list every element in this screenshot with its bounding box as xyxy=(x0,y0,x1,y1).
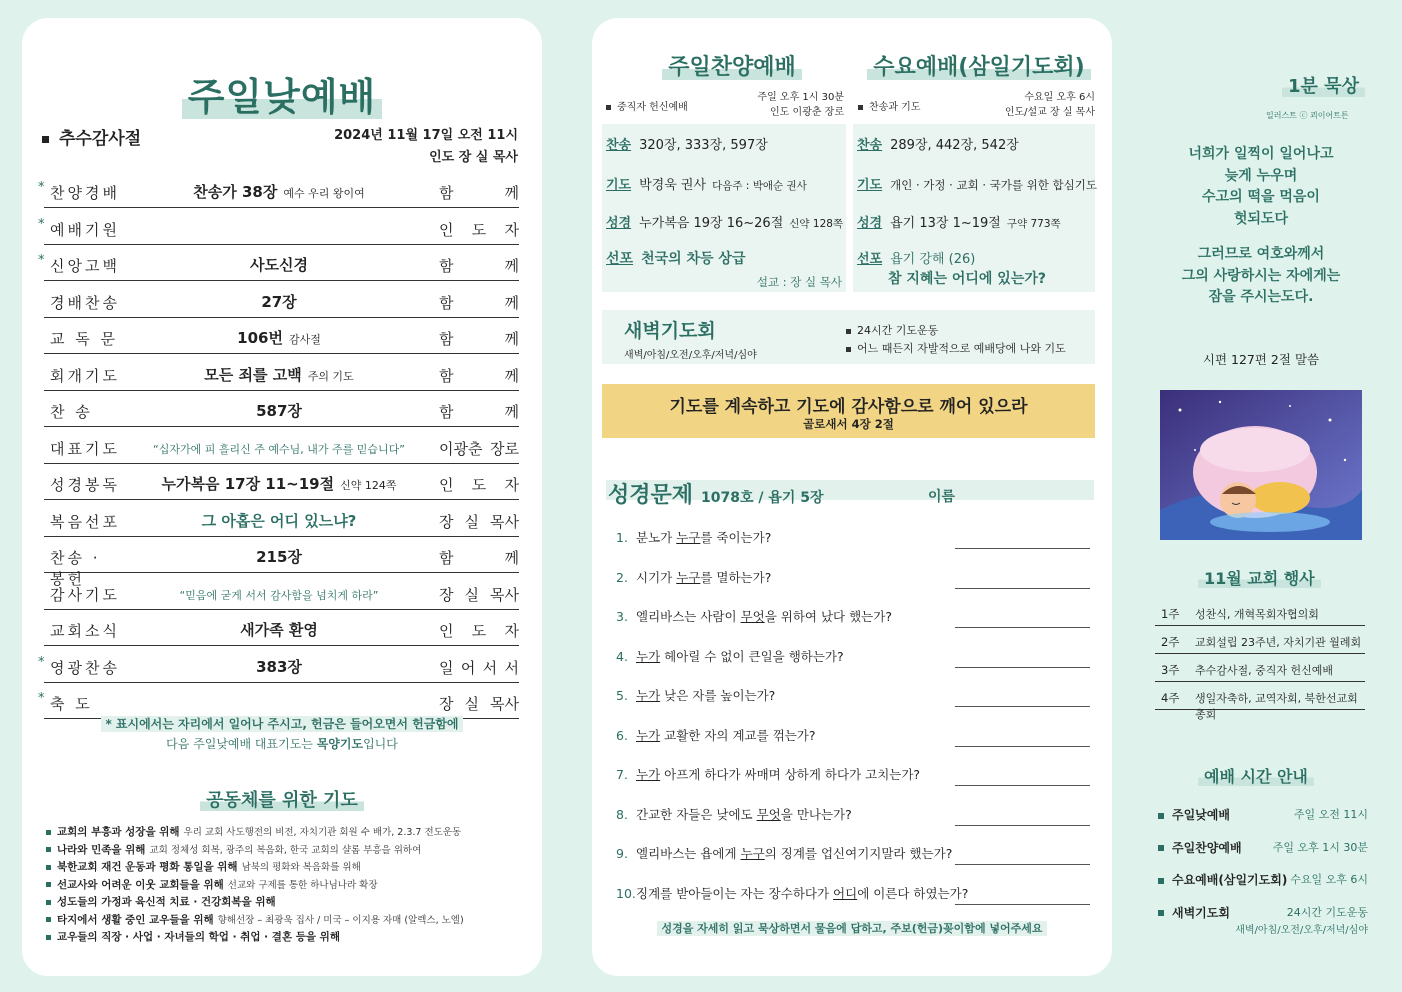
order-row xyxy=(44,432,519,464)
order-person: 함 께 xyxy=(439,184,519,202)
answer-line[interactable] xyxy=(955,667,1090,668)
illustration-credit: 일러스트 ⓒ 쾨이어트튼 xyxy=(1266,111,1349,120)
order-row xyxy=(44,468,519,500)
order-name: 대표기도 xyxy=(50,439,120,458)
quiz-text: 시기가 누구를 멸하는가? xyxy=(636,569,772,585)
order-person: 인 도 자 xyxy=(439,220,519,239)
order-row xyxy=(44,359,519,391)
prayer-item xyxy=(46,912,464,930)
verse-line: 늦게 누우며 xyxy=(1224,167,1298,184)
order-content xyxy=(144,254,414,275)
verse-line: 잠을 주시는도다. xyxy=(1208,289,1314,305)
verse-line: 너희가 일찍이 일어나고 xyxy=(1188,146,1334,162)
order-row xyxy=(38,651,519,683)
quiz-number: 6. xyxy=(616,727,628,743)
order-main: 그 아홉은 어디 있느냐? xyxy=(201,511,357,530)
order-main: 106번 xyxy=(237,329,283,347)
order-name: 교 독 문 xyxy=(50,330,119,348)
star-mark: * xyxy=(38,691,45,706)
wed-bible: 욥기 13장 1~19절 xyxy=(890,216,1001,231)
order-content xyxy=(144,510,414,531)
order-sub: 예수 우리 왕이여 xyxy=(283,187,365,200)
time-value: 주일 오전 11시 xyxy=(1293,808,1368,821)
order-name: 예배기원 xyxy=(50,220,120,239)
event-text: 교회설립 23주년, 자치기관 월례회 xyxy=(1195,636,1362,649)
order-person: 일 어 서 서 xyxy=(439,658,519,677)
order-name: 성경봉독 xyxy=(50,476,120,494)
service-date: 2024년 11월 17일 오전 11시 xyxy=(334,128,518,143)
order-main: 사도신경 xyxy=(250,256,308,274)
prayer-list xyxy=(46,824,464,947)
order-content xyxy=(144,181,414,202)
prayer-item xyxy=(46,894,464,912)
prayer-topic: 교우들의 직장 · 사업 · 자녀들의 학업 · 취업 · 결혼 등을 위해 xyxy=(57,931,340,943)
order-content xyxy=(144,400,414,421)
quiz-text: 분노가 누구를 죽이는가? xyxy=(636,530,772,545)
order-name: 찬양경배 xyxy=(50,184,120,202)
answer-line[interactable] xyxy=(955,746,1090,747)
wed-time: 수요일 오후 6시 xyxy=(1024,92,1095,103)
time-row xyxy=(1158,806,1368,823)
wed-sermon: 참 지혜는 어디에 있는가? xyxy=(888,271,1046,287)
order-sub: 신약 124쪽 xyxy=(340,479,397,492)
quiz-text: 엘리바스는 사람이 무엇을 위하여 났다 했는가? xyxy=(636,609,892,624)
answer-line[interactable] xyxy=(955,706,1090,707)
order-person: 인 도 자 xyxy=(439,622,519,640)
event-row xyxy=(1155,684,1365,721)
verse-line: 그의 사랑하시는 자에게는 xyxy=(1181,267,1341,284)
time-service: 주일낮예배 xyxy=(1172,808,1230,822)
standing-note: * 표시에서는 자리에서 일어나 주시고, 헌금은 들어오면서 헌금함에 xyxy=(22,715,542,732)
wed-tag: 찬송과 기도 xyxy=(858,98,920,113)
time-row xyxy=(1158,904,1368,936)
next-prayer-note: 다음 주일낮예배 대표기도는 목양기도입니다 xyxy=(166,737,398,751)
prayer-topic: 타지에서 생활 중인 교우들을 위해 xyxy=(57,913,214,926)
event-week: 4주 xyxy=(1161,691,1180,705)
quiz-number: 9. xyxy=(616,846,628,861)
times-title: 예배 시간 안내 xyxy=(1198,764,1314,787)
order-content xyxy=(144,291,414,312)
quiz-number: 3. xyxy=(616,609,628,624)
time-service: 새벽기도회 xyxy=(1172,905,1230,920)
event-text: 성찬식, 개혁목회자협의회 xyxy=(1195,608,1319,621)
order-row xyxy=(44,505,519,537)
praise-service-title: 주일찬양예배 xyxy=(632,50,832,81)
quiz-text: 누가 헤아릴 수 없이 큰일을 행하는가? xyxy=(636,648,844,664)
wed-prayer: 개인 · 가정 · 교회 · 국가를 위한 합심기도 xyxy=(890,178,1097,192)
order-person: 함 께 xyxy=(439,549,519,567)
star-mark: * xyxy=(38,216,45,232)
verse-line: 수고의 떡을 먹음이 xyxy=(1202,189,1320,205)
order-content xyxy=(144,364,414,385)
order-main: 누가복음 17장 11~19절 xyxy=(161,475,335,493)
prayer-topic: 교회의 부흥과 성장을 위해 xyxy=(57,826,180,838)
quiz-question xyxy=(616,647,844,665)
order-main: 새가족 환영 xyxy=(240,621,318,639)
praise-bible: 누가복음 19장 16~26절 xyxy=(639,216,784,231)
time-value: 24시간 기도운동 xyxy=(1286,905,1368,919)
time-value: 수요일 오후 6시 xyxy=(1290,873,1368,886)
order-content xyxy=(144,546,414,567)
prayer-detail: 우리 교회 사도행전의 비전, 자치기관 회원 수 배가, 2.3.7 전도운동 xyxy=(183,827,462,838)
order-person: 장 실 목사 xyxy=(439,585,519,604)
prayer-item xyxy=(46,824,464,842)
order-main: 찬송가 38장 xyxy=(193,183,278,201)
order-person: 장 실 목사 xyxy=(439,695,519,713)
verse-line: 그러므로 여호와께서 xyxy=(1197,246,1325,262)
answer-line[interactable] xyxy=(955,627,1090,628)
quiz-number: 4. xyxy=(616,648,628,664)
time-service: 주일찬양예배 xyxy=(1172,840,1242,855)
quiz-text: 누가 낮은 자를 높이는가? xyxy=(636,688,776,703)
order-content xyxy=(144,619,414,640)
order-main: 383장 xyxy=(256,657,302,676)
dawn-title: 새벽기도회 xyxy=(624,320,716,342)
prayer-item xyxy=(46,859,464,877)
order-name: 복음선포 xyxy=(50,512,120,531)
verse-line: 헛되도다 xyxy=(1233,210,1289,227)
quiz-question xyxy=(616,884,968,902)
events-title: 11월 교회 행사 xyxy=(1198,566,1321,589)
order-name: 찬 송 xyxy=(50,403,93,421)
quiz-name-label: 이름 xyxy=(928,489,956,505)
page-title: 주일낮예배 xyxy=(22,66,542,121)
order-name: 신앙고백 xyxy=(50,257,120,275)
prayer-item xyxy=(46,877,464,895)
meditation-ref: 시편 127편 2절 말씀 xyxy=(1202,352,1320,367)
event-text: 생일자축하, 교역자회, 북한선교회총회 xyxy=(1195,692,1358,721)
order-main: “십자가에 피 흘리신 주 예수님, 내가 주를 믿습니다” xyxy=(153,442,405,456)
star-mark: * xyxy=(38,180,45,195)
quiz-question xyxy=(616,568,771,586)
event-week: 3주 xyxy=(1161,663,1180,677)
quiz-text: 징계를 받아들이는 자는 장수하다가 어디에 이른다 하였는가? xyxy=(636,885,969,901)
order-content xyxy=(144,473,414,494)
order-row xyxy=(44,322,519,354)
quiz-number: 10. xyxy=(616,885,636,901)
order-person: 함 께 xyxy=(439,403,519,421)
prayer-topic: 북한교회 재건 운동과 평화 통일을 위해 xyxy=(57,861,238,873)
order-name: 감사기도 xyxy=(50,585,120,604)
prayer-item xyxy=(46,929,464,947)
quiz-question xyxy=(616,844,952,862)
theme-heading: 추수감사절 xyxy=(42,124,141,149)
order-person: 함 께 xyxy=(439,257,519,275)
order-person: 인 도 자 xyxy=(439,476,519,494)
order-content xyxy=(144,656,414,677)
order-name: 찬송 · 봉헌 xyxy=(50,549,101,588)
praise-speaker: 설교 : 장 실 목사 xyxy=(756,275,842,289)
service-leader: 인도 장 실 목사 xyxy=(429,150,518,165)
prayer-topic: 선교사와 어려운 이웃 교회들을 위해 xyxy=(57,878,224,891)
sleeping-child-illustration xyxy=(1160,390,1362,540)
quiz-text: 누가 교활한 자의 계교를 꺾는가? xyxy=(636,727,816,743)
order-main: “믿음에 굳게 서서 감사함을 넘치게 하라” xyxy=(179,588,379,602)
event-text: 추수감사절, 중직자 헌신예배 xyxy=(1195,664,1334,677)
answer-line[interactable] xyxy=(955,825,1090,826)
praise-prayer: 박경욱 권사 xyxy=(639,178,707,193)
prayer-topic: 성도들의 가정과 육신적 치료 · 건강회복을 위해 xyxy=(57,896,276,908)
order-person: 함 께 xyxy=(439,293,519,312)
answer-line[interactable] xyxy=(955,904,1090,905)
wed-service-title: 수요예배(삼일기도회) xyxy=(854,50,1104,81)
quiz-question xyxy=(616,686,775,704)
time-row xyxy=(1158,839,1368,856)
order-content xyxy=(144,441,414,457)
meditation-verse-2 xyxy=(1150,244,1372,309)
prayer-item xyxy=(46,842,464,860)
order-row xyxy=(38,213,519,245)
order-row xyxy=(38,176,519,208)
order-person: 장 실 목사 xyxy=(439,512,519,531)
time-value-2: 새벽/아침/오전/오후/저녁/심야 xyxy=(1235,924,1368,936)
quiz-text: 엘리바스는 욥에게 누구의 징계를 업신여기지말라 했는가? xyxy=(636,846,953,861)
praise-hymn: 320장, 333장, 597장 xyxy=(639,138,768,153)
services-panel: 주일찬양예배 수요예배(삼일기도회) 중직자 헌신예배 주일 오후 1시 30분 인도 이광춘 장로 찬송과 기도 수요일 오후 6시 인도/설교 장 실 목사 찬송 320장, 333장, 597장 기도 박경욱 권사 다음주 : 박애순 권사 성경 누가복음 19장 16~26절 신약 128쪽 선포 천국의 차등 상급 설교 : 장 실 목사 찬송 289장, 442장, 542장 기도 개인 · 가정 · 교회 · 국가를 위한 합심기도 성경 욥기 13장 1~19절 구약 773쪽 선포 욥기 강해 (26) 참 지혜는 어디에 있는가? 새벽기도회 새벽/아침/오전/오후/저녁/심야 24시간 기도운동 어느 때든지 자발적으로 예배당에 나와 기도 기도를 계속하고 기도에 감사함으로 깨어 있으라 골로새서 4장 2절 성경문제 1078호 / 욥기 5장 이름 1. 분노가 누구를 죽이는가? 2. 시기가 누구를 멸하는가? 3. 엘리바스는 사람이 무엇을 위하여 났다 했는가? 4. 누가 헤아릴 수 없이 큰일을 행하는가? 5. 누가 낮은 자를 높이는가? 6. 누가 교활한 자의 계교를 꺾는가? 7. 누가 아프게 하다가 싸매며 상하게 하다가 고치는가? 8. 간교한 자들은 낮에도 무엇을 만나는가? 9. 엘리바스는 욥에게 누구의 징계를 업신여기지말라 했는가? 10.징계를 받아들이는 자는 장수하다가 어디에 이른다 하였는가? 성경을 자세히 읽고 묵상하면서 물음에 답하고, 주보(헌금)꽂이함에 넣어주세요 xyxy=(592,18,1112,976)
prayer-detail: 선교와 구제를 통한 하나님나라 확장 xyxy=(227,879,378,891)
quiz-footer: 성경을 자세히 읽고 묵상하면서 물음에 답하고, 주보(헌금)꽂이함에 넣어주세요 xyxy=(592,920,1112,936)
order-name: 경배찬송 xyxy=(50,293,120,312)
answer-line[interactable] xyxy=(955,864,1090,865)
prayer-detail: 향해선장 – 최광욱 집사 / 미국 – 이지용 자매 (알렉스, 노엘) xyxy=(217,914,464,926)
order-row xyxy=(38,249,519,281)
quiz-number: 5. xyxy=(616,688,628,703)
prayer-detail: 남북의 평화와 복음화를 위해 xyxy=(241,862,361,873)
prayer-title: 공동체를 위한 기도 xyxy=(22,786,542,812)
wed-hymn: 289장, 442장, 542장 xyxy=(890,138,1019,153)
quiz-title: 성경문제 1078호 / 욥기 5장 xyxy=(608,483,824,508)
order-row xyxy=(44,578,519,610)
order-sub: 감사절 xyxy=(288,333,321,346)
quiz-number: 1. xyxy=(616,530,628,545)
order-row xyxy=(44,286,519,318)
event-week: 1주 xyxy=(1161,607,1180,621)
answer-line[interactable] xyxy=(955,588,1090,589)
dawn-bullet-2: 어느 때든지 자발적으로 예배당에 나와 기도 xyxy=(846,340,1066,356)
order-main: 27장 xyxy=(261,292,297,311)
dawn-bullet-1: 24시간 기도운동 xyxy=(846,322,938,338)
order-content xyxy=(144,587,414,603)
meditation-verse-1 xyxy=(1150,144,1372,230)
quiz-number: 7. xyxy=(616,767,628,782)
star-mark: * xyxy=(38,654,45,670)
quiz-question xyxy=(616,765,920,783)
quiz-text: 누가 아프게 하다가 싸매며 상하게 하다가 고치는가? xyxy=(636,767,921,782)
verse-ref: 골로새서 4장 2절 xyxy=(803,417,894,431)
meditation-title: 1분 묵상 xyxy=(1282,72,1365,98)
quiz-question xyxy=(616,607,892,625)
order-main: 587장 xyxy=(256,402,302,420)
order-main: 모든 죄를 고백 xyxy=(204,365,302,384)
verse-text: 기도를 계속하고 기도에 감사함으로 깨어 있으라 xyxy=(669,397,1028,417)
praise-lead: 인도 이광춘 장로 xyxy=(770,107,844,118)
quiz-text: 간교한 자들은 낮에도 무엇을 만나는가? xyxy=(636,806,852,822)
time-service: 수요예배(삼일기도회) xyxy=(1172,873,1288,887)
praise-sermon: 천국의 차등 상급 xyxy=(641,251,746,267)
order-person: 함 께 xyxy=(439,330,519,348)
event-week: 2주 xyxy=(1161,635,1180,649)
prayer-detail: 교회 정체성 회복, 광주의 복음화, 한국 교회의 샬롬 부흥을 위하여 xyxy=(149,844,422,856)
order-sub: 주의 기도 xyxy=(307,369,354,383)
event-row xyxy=(1155,628,1365,654)
quiz-question xyxy=(616,805,852,823)
worship-order-panel xyxy=(22,18,542,976)
wed-lead: 인도/설교 장 실 목사 xyxy=(1004,107,1095,118)
time-row xyxy=(1158,871,1368,888)
order-row xyxy=(44,541,519,588)
order-name: 영광찬송 xyxy=(50,658,120,677)
order-name: 축 도 xyxy=(50,695,93,713)
praise-time: 주일 오후 1시 30분 xyxy=(757,92,844,103)
quiz-number: 2. xyxy=(616,569,628,585)
order-name: 회개기도 xyxy=(50,366,120,385)
quiz-question xyxy=(616,528,771,546)
order-row xyxy=(44,395,519,427)
event-row xyxy=(1155,656,1365,682)
order-row xyxy=(44,614,519,646)
dawn-subtitle: 새벽/아침/오전/오후/저녁/심야 xyxy=(624,350,757,361)
prayer-topic: 나라와 민족을 위해 xyxy=(57,843,146,856)
order-name: 교회소식 xyxy=(50,622,120,640)
quiz-question xyxy=(616,726,816,744)
quiz-number: 8. xyxy=(616,806,628,822)
answer-line[interactable] xyxy=(955,548,1090,549)
order-person: 이광춘 장로 xyxy=(439,439,519,458)
answer-line[interactable] xyxy=(955,785,1090,786)
event-row xyxy=(1155,600,1365,626)
order-main: 215장 xyxy=(256,548,302,566)
order-person: 함 께 xyxy=(439,366,519,385)
praise-tag: 중직자 헌신예배 xyxy=(606,98,688,113)
time-value: 주일 오후 1시 30분 xyxy=(1272,840,1368,854)
star-mark: * xyxy=(38,253,45,268)
order-content xyxy=(144,327,414,348)
